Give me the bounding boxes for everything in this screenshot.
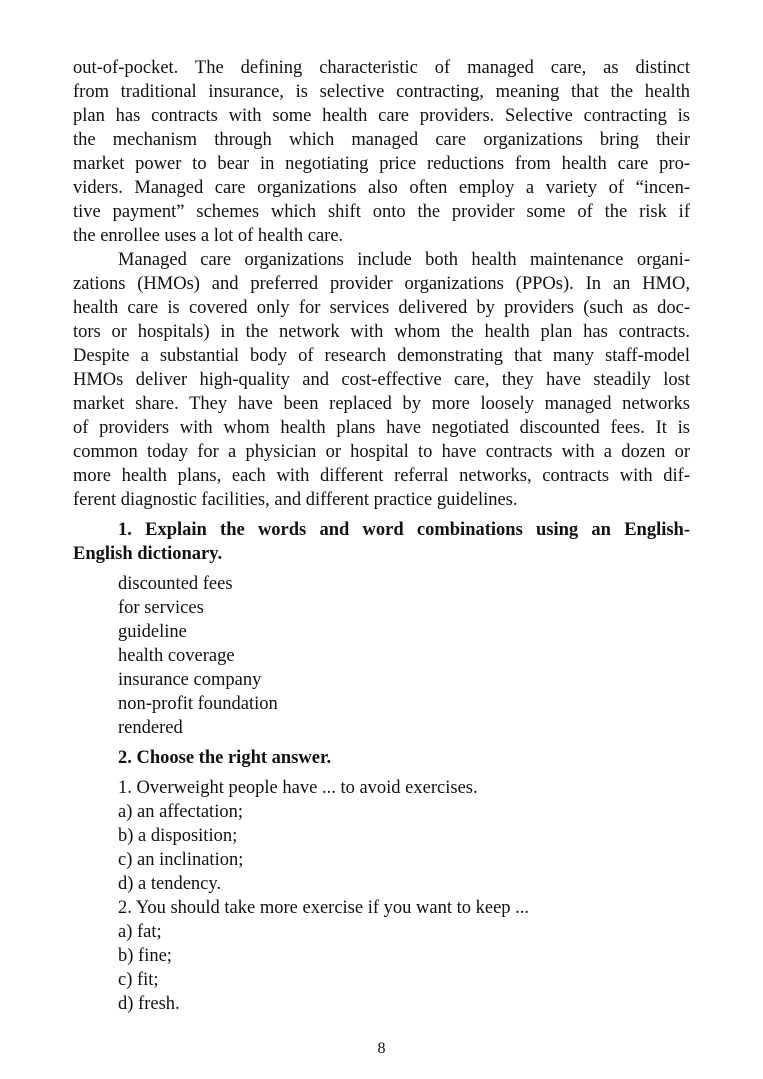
paragraph-line: of providers with whom health plans have negotiated discounted fees. It is (73, 418, 690, 438)
paragraph-line: Despite a substantial body of research demonstrating that many staff-model (73, 346, 690, 366)
word-list-item: rendered (118, 718, 183, 738)
paragraph-line: market power to bear in negotiating price reductions from health care pro- (73, 154, 690, 174)
word-list-item: discounted fees (118, 574, 233, 594)
question-line: c) an inclination; (118, 850, 244, 870)
page-number: 8 (377, 1040, 386, 1057)
paragraph-line: ferent diagnostic facilities, and different practice guidelines. (73, 490, 518, 510)
paragraph-1 (73, 56, 690, 248)
question-line: a) an affectation; (118, 802, 243, 822)
exercise-2-questions (73, 776, 690, 1016)
paragraph-line: zations (HMOs) and preferred provider organizations (PPOs). In an HMO, (73, 274, 690, 294)
paragraph-line: the mechanism through which managed care organizations bring their (73, 130, 690, 150)
paragraph-line: more health plans, each with different referral networks, contracts with dif- (73, 466, 690, 486)
question-line: 1. Overweight people have ... to avoid exercises. (118, 778, 478, 798)
paragraph-line: tive payment” schemes which shift onto the provider some of the risk if (73, 202, 690, 222)
paragraph-line: viders. Managed care organizations also often employ a variety of “incen- (73, 178, 690, 198)
paragraph-line: Managed care organizations include both health maintenance organi- (118, 250, 690, 270)
word-list-item: health coverage (118, 646, 235, 666)
question-line: 2. You should take more exercise if you want to keep ... (118, 898, 530, 918)
question-line: a) fat; (118, 922, 162, 942)
exercise-1-heading-line: English dictionary. (73, 544, 223, 564)
paragraph-2 (73, 248, 690, 512)
exercise-2-heading: 2. Choose the right answer. (118, 748, 332, 768)
question-line: b) fine; (118, 946, 172, 966)
paragraph-line: the enrollee uses a lot of health care. (73, 226, 344, 246)
paragraph-line: market share. They have been replaced by more loosely managed networks (73, 394, 690, 414)
paragraph-line: health care is covered only for services delivered by providers (such as doc- (73, 298, 690, 318)
word-list-item: non-profit foundation (118, 694, 278, 714)
paragraph-line: HMOs deliver high-quality and cost-effective care, they have steadily lost (73, 370, 690, 390)
word-list-item: for services (118, 598, 204, 618)
paragraph-line: tors or hospitals) in the network with whom the health plan has contracts. (73, 322, 690, 342)
exercise-1-word-list (73, 572, 690, 740)
exercise-1-heading-line: 1. Explain the words and word combinations using an English- (118, 520, 690, 540)
paragraph-line: from traditional insurance, is selective contracting, meaning that the health (73, 82, 690, 102)
paragraph-line: out-of-pocket. The defining characteristic of managed care, as distinct (73, 58, 690, 78)
question-line: b) a disposition; (118, 826, 238, 846)
question-line: d) a tendency. (118, 874, 222, 894)
page-body (73, 56, 690, 1016)
exercise-1-heading (73, 518, 690, 566)
word-list-item: insurance company (118, 670, 262, 690)
question-line: c) fit; (118, 970, 159, 990)
word-list-item: guideline (118, 622, 187, 642)
question-line: d) fresh. (118, 994, 180, 1014)
paragraph-line: plan has contracts with some health care providers. Selective contracting is (73, 106, 690, 126)
paragraph-line: common today for a physician or hospital to have contracts with a dozen or (73, 442, 690, 462)
